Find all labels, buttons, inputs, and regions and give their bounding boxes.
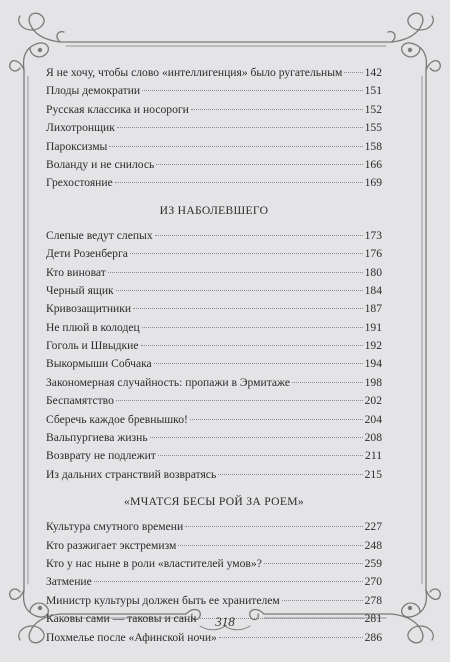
dot-leader <box>94 580 363 582</box>
toc-entry-page: 191 <box>364 320 382 334</box>
toc-entry <box>46 282 382 300</box>
toc-entry-page: 180 <box>364 265 382 279</box>
toc-entry <box>46 264 382 282</box>
table-of-contents <box>46 64 382 647</box>
toc-entry <box>46 573 382 591</box>
toc-entry <box>46 447 382 465</box>
toc-entry-title: Гоголь и Швыдкие <box>46 339 139 353</box>
dot-leader <box>130 252 363 254</box>
dot-leader <box>185 525 362 527</box>
toc-entry <box>46 174 382 192</box>
toc-entry <box>46 592 382 610</box>
toc-entry <box>46 537 382 555</box>
toc-entry <box>46 555 382 573</box>
dot-leader <box>116 289 363 291</box>
toc-entry-title: Возврату не подлежит <box>46 449 156 463</box>
toc-entry-page: 270 <box>364 575 382 589</box>
toc-entry-title: Русская классика и носороги <box>46 102 189 116</box>
toc-entry <box>46 392 382 410</box>
toc-entry-page: 166 <box>364 157 382 171</box>
toc-entry-page: 286 <box>364 630 382 644</box>
toc-entry-page: 208 <box>364 431 382 445</box>
toc-entry <box>46 64 382 82</box>
toc-entry-page: 158 <box>364 139 382 153</box>
toc-entry-title: Дети Розенберга <box>46 247 128 261</box>
toc-entry <box>46 374 382 392</box>
dot-leader <box>292 381 363 383</box>
toc-entry-page: 169 <box>364 176 382 190</box>
toc-entry-page: 248 <box>364 538 382 552</box>
dot-leader <box>156 163 362 165</box>
dot-leader <box>109 145 362 147</box>
toc-entry <box>46 82 382 100</box>
toc-entry <box>46 466 382 484</box>
toc-entry-page: 278 <box>364 593 382 607</box>
toc-entry-title: Из дальних странствий возвратясь <box>46 467 217 481</box>
toc-entry <box>46 138 382 156</box>
dot-leader <box>154 362 363 364</box>
toc-entry <box>46 227 382 245</box>
toc-entry <box>46 355 382 373</box>
toc-entry-page: 142 <box>364 66 382 79</box>
toc-entry-page: 173 <box>364 228 382 242</box>
toc-entry-page: 198 <box>364 375 382 389</box>
toc-entry <box>46 629 382 647</box>
toc-entry-page: 211 <box>365 449 382 463</box>
toc-entry-title: Закономерная случайность: пропажи в Эрмитаже <box>46 375 291 389</box>
toc-entry-title: Беспамятство <box>46 394 114 408</box>
dot-leader <box>344 71 362 73</box>
toc-entry-title: Выкормыши Собчака <box>46 357 152 371</box>
section-heading: ИЗ НАБОЛЕВШЕГО <box>159 203 269 217</box>
toc-entry-title: Лихотронщик <box>46 121 115 135</box>
toc-entry-page: 176 <box>364 247 382 261</box>
dot-leader <box>219 636 363 638</box>
dot-leader <box>117 126 363 128</box>
toc-entry <box>46 156 382 174</box>
toc-entry-page: 192 <box>364 339 382 353</box>
dot-leader <box>191 108 363 110</box>
toc-entry-title: Кто виноват <box>46 265 106 279</box>
page-number: 318 <box>215 614 235 629</box>
toc-entry <box>46 245 382 263</box>
toc-entry <box>46 337 382 355</box>
dot-leader <box>190 418 363 420</box>
toc-entry-page: 259 <box>364 556 382 570</box>
dot-leader <box>142 326 363 328</box>
dot-leader <box>264 562 363 564</box>
toc-entry-title: Вальпургиева жизнь <box>46 431 148 445</box>
dot-leader <box>150 436 363 438</box>
toc-entry-page: 187 <box>364 302 382 316</box>
dot-leader <box>218 473 362 475</box>
dot-leader <box>158 454 363 456</box>
toc-entry-title: Кто разжигает экстремизм <box>46 538 177 552</box>
toc-entry-title: Затмение <box>46 575 92 589</box>
toc-entry <box>46 319 382 337</box>
toc-entry-title: Министр культуры должен быть ее хранителем <box>46 593 280 607</box>
toc-entry-title: Пароксизмы <box>46 139 108 153</box>
toc-entry-title: Я не хочу, чтобы слово «интеллигенция» было ругательным <box>46 66 343 79</box>
toc-entry-page: 194 <box>364 357 382 371</box>
toc-entry-title: Кто у нас ныне в роли «властителей умов»? <box>46 556 262 570</box>
toc-entry-title: Сберечь каждое бревнышко! <box>46 412 188 426</box>
toc-entry-page: 151 <box>364 84 382 98</box>
toc-entry <box>46 429 382 447</box>
toc-entry-page: 155 <box>364 121 382 135</box>
dot-leader <box>155 234 363 236</box>
toc-entry <box>46 411 382 429</box>
section-heading: «МЧАТСЯ БЕСЫ РОЙ ЗА РОЕМ» <box>124 495 304 509</box>
toc-entry-title: Слепые ведут слепых <box>46 228 153 242</box>
dot-leader <box>116 399 363 401</box>
dot-leader <box>282 599 363 601</box>
toc-entry-title: Похмелье после «Афинской ночи» <box>46 630 217 644</box>
dot-leader <box>141 344 363 346</box>
toc-entry-page: 184 <box>364 283 382 297</box>
toc-entry-title: Грехостояние <box>46 176 113 190</box>
toc-entry-title: Черный ящик <box>46 283 114 297</box>
toc-entry-page: 204 <box>364 412 382 426</box>
toc-entry-title: Плоды демократии <box>46 84 141 98</box>
dot-leader <box>115 181 363 183</box>
toc-entry <box>46 300 382 318</box>
toc-entry-page: 281 <box>364 612 382 626</box>
dot-leader <box>142 89 362 91</box>
toc-entry-title: Каковы сами — таковы и сани <box>46 612 197 626</box>
toc-entry-title: Воланду и не снилось <box>46 157 155 171</box>
dot-leader <box>133 307 363 309</box>
toc-entry-title: Культура смутного времени <box>46 520 184 534</box>
dot-leader <box>178 544 362 546</box>
toc-entry <box>46 518 382 536</box>
toc-entry-page: 215 <box>364 467 382 481</box>
toc-entry <box>46 119 382 137</box>
dot-leader <box>108 271 363 273</box>
toc-entry-page: 152 <box>364 102 382 116</box>
toc-entry-page: 227 <box>364 520 382 534</box>
toc-entry-title: Кривозащитники <box>46 302 132 316</box>
toc-entry <box>46 101 382 119</box>
toc-entry-title: Не плюй в колодец <box>46 320 140 334</box>
toc-entry-page: 202 <box>364 394 382 408</box>
